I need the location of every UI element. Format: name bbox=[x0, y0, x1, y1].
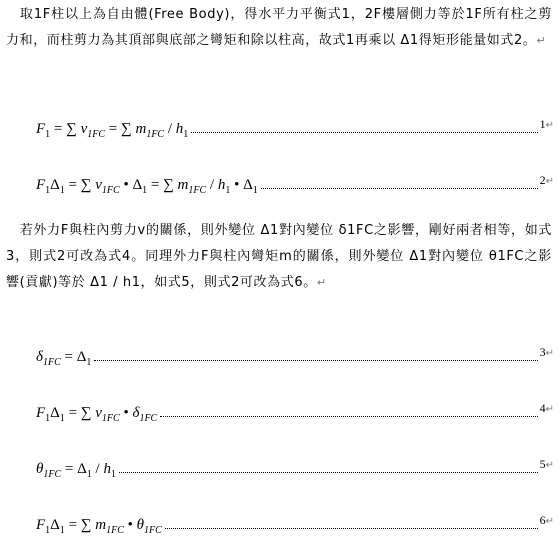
equation-5-number bbox=[540, 457, 554, 472]
paragraph-mark: ↵ bbox=[545, 404, 554, 415]
paragraph-mark: ↵ bbox=[545, 120, 554, 131]
paragraph-mark: ↵ bbox=[545, 460, 554, 471]
equation-number: 1 bbox=[539, 117, 546, 131]
equation-1-number bbox=[540, 117, 554, 132]
equation-4: $F_1\Delta_1$ = ∑ $v_{1FC}$ • $\delta_{1FC}$ bbox=[36, 405, 158, 424]
paragraph-mark: ↵ bbox=[536, 34, 547, 47]
equation-3-row bbox=[36, 346, 554, 368]
paragraph-2-text: 若外力F與柱內剪力v的關係，則外變位 Δ1對內變位 δ1FC之影響，剛好兩者相等，如式3，則式2可改為式4。同理外力F與柱內彎矩m的關係，則外變位 Δ1對內變位 θ1FC之影響(貢獻)等於 Δ1 / h1，如式5，則式2可改為式6。 bbox=[6, 223, 552, 290]
dot-leader bbox=[119, 471, 538, 473]
paragraph-mark: ↵ bbox=[545, 176, 554, 187]
equation-2-number bbox=[540, 173, 554, 188]
equation-number: 6 bbox=[539, 513, 546, 527]
equation-4-number bbox=[540, 401, 554, 416]
dot-leader bbox=[160, 415, 537, 417]
equation-5: $\theta_{1FC} = \Delta_1 / h_1$ bbox=[36, 461, 116, 480]
paragraph-mark: ↵ bbox=[545, 348, 554, 359]
dot-leader bbox=[261, 187, 538, 189]
equation-1: $F_1$ = ∑ $v_{1FC}$ = ∑ $m_{1FC} / h_1$ bbox=[36, 121, 189, 140]
dot-leader bbox=[94, 359, 537, 361]
dot-leader bbox=[165, 527, 538, 529]
equation-3-number bbox=[540, 345, 554, 360]
equation-number: 3 bbox=[539, 345, 546, 359]
equation-1-row bbox=[36, 118, 554, 140]
paragraph-1-text: 取1F柱以上為自由體(Free Body)，得水平力平衡式1，2F樓層側力等於1F所有柱之剪力和，而柱剪力為其頂部與底部之彎矩和除以柱高，故式1再乘以 Δ1得矩形能量如式2。 bbox=[6, 7, 552, 48]
equation-number: 4 bbox=[539, 401, 546, 415]
equation-3: $\delta_{1FC} = \Delta_1$ bbox=[36, 349, 92, 368]
equation-5-row bbox=[36, 458, 554, 480]
dot-leader bbox=[191, 131, 537, 133]
equation-4-row bbox=[36, 402, 554, 424]
paragraph-2 bbox=[6, 218, 552, 296]
equation-6-row bbox=[36, 514, 554, 536]
equation-6: $F_1\Delta_1$ = ∑ $m_{1FC}$ • $\theta_{1FC}$ bbox=[36, 517, 162, 536]
equation-number: 5 bbox=[539, 457, 546, 471]
paragraph-1 bbox=[6, 2, 552, 54]
paragraph-mark: ↵ bbox=[545, 516, 554, 527]
paragraph-mark: ↵ bbox=[316, 276, 327, 289]
equation-number: 2 bbox=[539, 173, 546, 187]
equation-6-number bbox=[540, 513, 554, 528]
equation-2: $F_1\Delta_1$ = ∑ $v_{1FC}$ • $\Delta_1$ = ∑ $m_{1FC} / h_1$ • $\Delta_1$ bbox=[36, 177, 258, 196]
equation-2-row bbox=[36, 174, 554, 196]
